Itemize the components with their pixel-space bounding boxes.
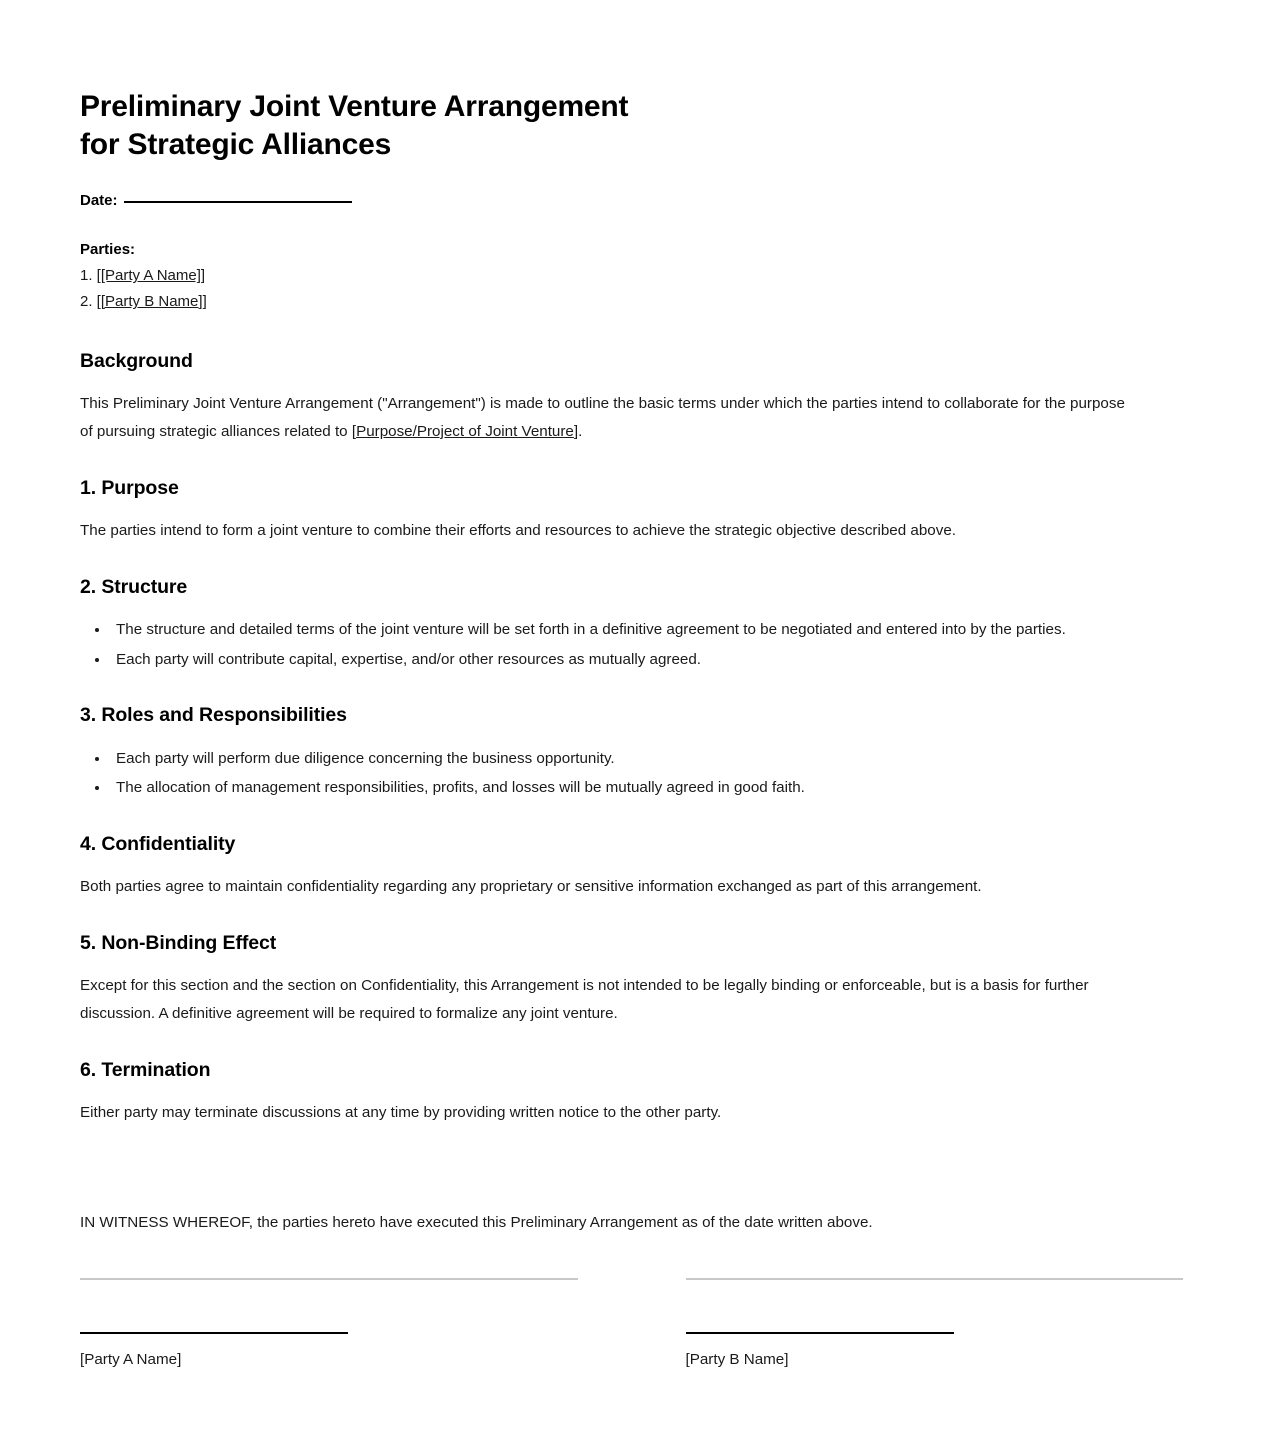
list-item: • The structure and detailed terms of the joint venture will be set forth in a definitive agreement to be negotiated and entered into by the parties.: [110, 616, 1150, 644]
section-non-binding-effect: [80, 931, 1183, 1028]
signature-name-label: [Party A Name]: [80, 1350, 182, 1368]
section-spacer: [80, 1157, 1183, 1209]
signature-name-label: [Party B Name]: [685, 1350, 789, 1368]
party-name-placeholder[interactable]: [Party B Name]: [100, 293, 203, 311]
signature-block-party-a: [80, 1278, 578, 1372]
section-structure: [80, 575, 1183, 674]
section-roles-and-responsibilities: [80, 703, 1183, 802]
section-paragraph: Except for this section and the section on Confidentiality, this Arrangement is not intended to be legally binding or enforceable, but is a basis for further discussion. A definitive agreement will be required to formalize any joint venture.: [80, 977, 1089, 1022]
party-number: 1.: [80, 267, 93, 285]
list-item: • Each party will contribute capital, expertise, and/or other resources as mutually agreed.: [110, 646, 1150, 674]
section-termination: [80, 1058, 1183, 1127]
section-heading: 4. Confidentiality: [80, 832, 236, 855]
section-paragraph: Both parties agree to maintain confidentiality regarding any proprietary or sensitive information exchanged as part of this arrangement.: [80, 878, 982, 896]
document-title-line-2: for Strategic Alliances: [80, 127, 392, 161]
document-title: [80, 88, 840, 164]
parties-list: [80, 263, 1183, 315]
section-paragraph: The parties intend to form a joint venture to combine their efforts and resources to achieve the strategic objective described above.: [80, 521, 957, 539]
section-paragraph: [80, 390, 1128, 445]
list-item: 1. [[Party A Name]]: [80, 267, 206, 285]
section-heading: 3. Roles and Responsibilities: [80, 704, 347, 727]
signature-divider: [80, 1278, 578, 1280]
signature-divider: [686, 1278, 1184, 1280]
section-confidentiality: [80, 832, 1183, 901]
section-heading: 5. Non-Binding Effect: [80, 931, 277, 954]
paragraph-suffix: ].: [573, 422, 583, 440]
purpose-placeholder[interactable]: Purpose/Project of Joint Venture: [356, 422, 574, 440]
date-field-row: [80, 190, 1183, 213]
list-item: • Each party will perform due diligence concerning the business opportunity.: [110, 745, 1150, 773]
witness-statement: IN WITNESS WHEREOF, the parties hereto have executed this Preliminary Arrangement as of the date written above.: [80, 1213, 873, 1231]
document-title-line-1: Preliminary Joint Venture Arrangement: [80, 90, 629, 123]
list-item: 2. [[Party B Name]]: [80, 293, 207, 311]
section-heading: Background: [80, 349, 193, 372]
section-bullet-list: [80, 616, 1150, 673]
parties-label: Parties:: [80, 241, 136, 259]
list-item: • The allocation of management responsibilities, profits, and losses will be mutually agreed in good faith.: [110, 774, 1150, 802]
signature-block-party-b: [686, 1278, 1184, 1372]
paragraph-prefix: This Preliminary Joint Venture Arrangement ("Arrangement") is made to outline the basic terms under which the parties intend to collaborate for the purpose of pursuing strategic alliances related to [: [80, 395, 1125, 440]
date-blank-line[interactable]: [124, 201, 352, 203]
section-bullet-list: [80, 745, 1150, 802]
section-paragraph: Either party may terminate discussions at any time by providing written notice to the other party.: [80, 1103, 722, 1121]
signature-line[interactable]: [686, 1332, 954, 1334]
section-heading: 1. Purpose: [80, 476, 179, 499]
section-heading: 6. Termination: [80, 1058, 211, 1081]
section-purpose: [80, 476, 1183, 545]
section-heading: 2. Structure: [80, 575, 188, 598]
signature-line[interactable]: [80, 1332, 348, 1334]
section-background: [80, 349, 1183, 446]
date-label: Date:: [80, 191, 118, 209]
party-number: 2.: [80, 293, 93, 311]
signature-area: [80, 1278, 1183, 1372]
party-name-placeholder[interactable]: [Party A Name]: [100, 267, 201, 285]
